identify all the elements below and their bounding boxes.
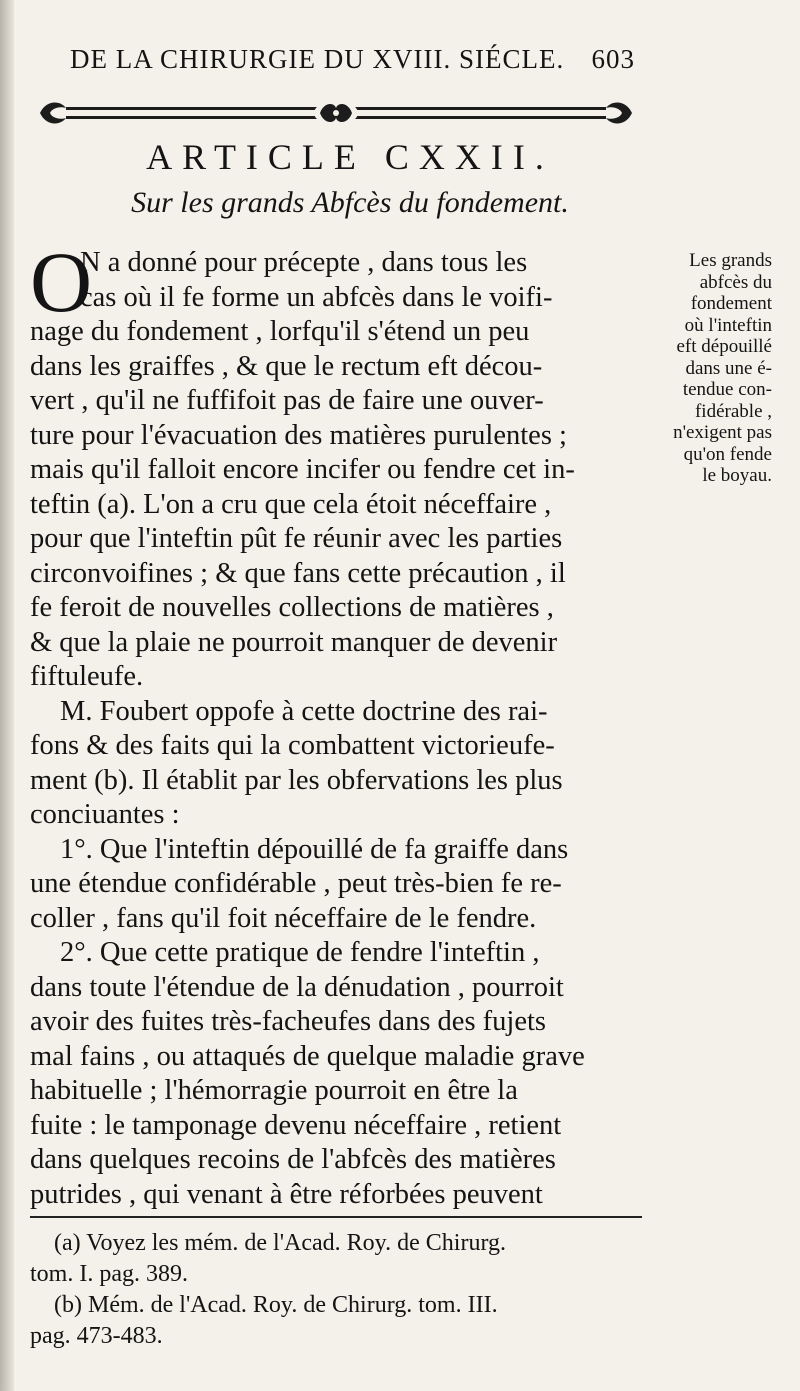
text-line: fons & des faits qui la combattent victorieufe-: [30, 730, 555, 761]
marginal-line: n'exigent pas: [673, 422, 772, 443]
text-line: nage du fondement , lorfqu'il s'étend un peu: [30, 316, 530, 347]
marginal-line: le boyau.: [702, 465, 772, 486]
footnote-line: (a) Voyez les mém. de l'Acad. Roy. de Chirurg.: [54, 1230, 507, 1256]
text-line: habituelle ; l'hémorragie pourroit en être la: [30, 1075, 518, 1106]
text-line: & que la plaie ne pourroit manquer de devenir: [30, 626, 558, 658]
footnote-line: pag. 473-483.: [30, 1323, 163, 1349]
text-line: fe feroit de nouvelles collections de matières ,: [30, 592, 554, 623]
running-head: [70, 44, 635, 75]
running-head-title: DE LA CHIRURGIE DU XVIII. SIÉCLE.: [70, 44, 565, 74]
text-line: dans les graiffes , & que le rectum eft décou-: [30, 350, 543, 382]
marginal-line: qu'on fende: [683, 443, 772, 465]
text-line: coller , fans qu'il foit néceffaire de le fendre.: [30, 902, 537, 934]
text-line: une étendue confidérable , peut très-bien fe re-: [30, 868, 562, 899]
text-line: ment (b). Il établit par les obfervations les plus: [30, 764, 563, 796]
text-line: 2°. Que cette pratique de fendre l'inteftin ,: [60, 937, 540, 968]
marginal-line: fidérable ,: [694, 400, 772, 422]
text-line: fiftuleufe.: [30, 661, 144, 692]
text-line: mal fains , ou attaqués de quelque maladie grave: [30, 1040, 585, 1072]
ornament-center-fleuron: [314, 101, 358, 125]
text-line: dans toute l'étendue de la dénudation , pourroit: [30, 971, 564, 1003]
article-title: ARTICLE CXXII.: [146, 137, 554, 177]
ornament-left-flourish: [40, 103, 66, 124]
marginal-line: où l'inteftin: [684, 314, 772, 336]
footnote-rule: [30, 1216, 642, 1218]
marginal-line: dans une é-: [685, 357, 772, 379]
marginal-line: Les grands: [689, 250, 772, 271]
text-line: dans quelques recoins de l'abfcès des matières: [30, 1144, 556, 1175]
text-line: teftin (a). L'on a cru que cela étoit néceffaire ,: [30, 488, 552, 520]
text-line: M. Foubert oppofe à cette doctrine des rai-: [60, 695, 548, 727]
marginal-line: fondement: [690, 293, 772, 314]
text-line: putrides , qui venant à être réforbées peuvent: [30, 1178, 543, 1210]
ornamental-rule: [36, 96, 636, 130]
marginal-note: [648, 250, 772, 487]
text-line: vert , qu'il ne fuffifoit pas de faire une ouver-: [30, 385, 544, 416]
text-line: circonvoifines ; & que fans cette précaution , il: [30, 557, 566, 589]
drop-cap: O: [30, 234, 93, 330]
text-line: ture pour l'évacuation des matières purulentes ;: [30, 419, 567, 451]
text-line: 1°. Que l'inteftin dépouillé de fa graiffe dans: [60, 833, 569, 865]
page-number: 603: [591, 44, 635, 74]
marginal-line: tendue con-: [682, 379, 772, 400]
text-line: mais qu'il falloit encore incifer ou fendre cet in-: [30, 454, 575, 485]
ornament-right-flourish: [606, 103, 632, 124]
marginal-line: abfcès du: [699, 271, 772, 293]
text-line: fuite : le tamponage devenu néceffaire , retient: [30, 1109, 562, 1141]
text-line: cas où il fe forme un abfcès dans le voifi-: [80, 281, 553, 313]
marginal-line: eft dépouillé: [676, 336, 772, 357]
footnote-line: (b) Mém. de l'Acad. Roy. de Chirurg. tom. III.: [54, 1292, 498, 1318]
footnote-line: tom. I. pag. 389.: [30, 1261, 188, 1287]
text-line: N a donné pour précepte , dans tous les: [80, 247, 528, 278]
body-text: [30, 234, 642, 1212]
article-subtitle: Sur les grands Abfcès du fondement.: [131, 186, 569, 219]
text-line: pour que l'inteftin pût fe réunir avec les parties: [30, 523, 563, 554]
text-line: avoir des fuites très-facheufes dans des fujets: [30, 1006, 546, 1037]
footnotes: [30, 1228, 642, 1352]
text-line: conciuantes :: [30, 799, 180, 830]
